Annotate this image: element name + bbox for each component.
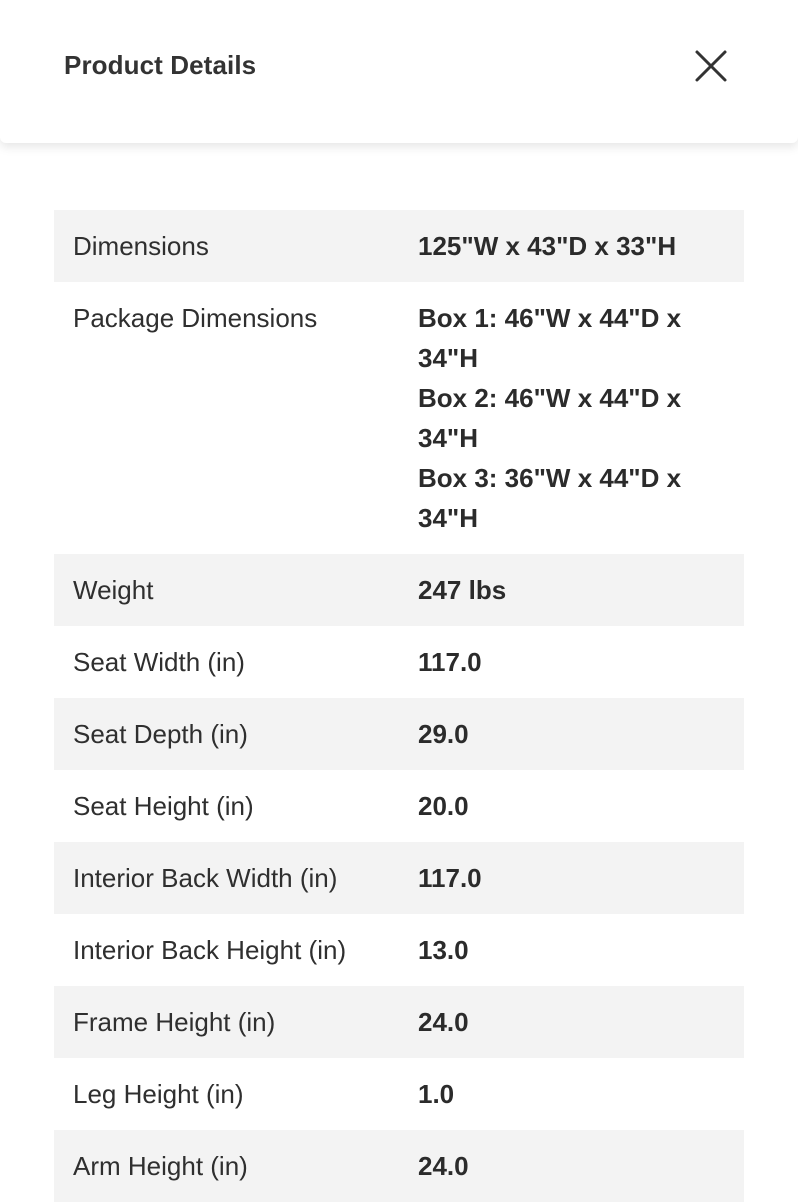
close-icon <box>690 45 732 87</box>
spec-value-line: 24.0 <box>418 1007 469 1037</box>
spec-value <box>399 570 699 610</box>
spec-value-line: Box 1: 46"W x 44"D x <box>418 303 682 333</box>
spec-value-line: 13.0 <box>418 935 469 965</box>
spec-value-line: 1.0 <box>418 1079 455 1109</box>
spec-value-line: 20.0 <box>418 791 469 821</box>
spec-value <box>399 1074 699 1114</box>
close-button[interactable] <box>690 45 732 87</box>
spec-row-package-dimensions <box>54 282 744 554</box>
spec-label: Leg Height (in) <box>73 1079 244 1109</box>
spec-label: Seat Depth (in) <box>73 719 248 749</box>
spec-value <box>399 642 699 682</box>
spec-value-line: 117.0 <box>418 863 482 893</box>
spec-value-line: 34"H <box>418 423 479 453</box>
spec-label: Weight <box>73 575 154 605</box>
spec-value-line: 24.0 <box>418 1151 469 1181</box>
spec-value <box>399 1146 699 1186</box>
spec-value <box>399 298 699 538</box>
spec-row-seat-width <box>54 626 744 698</box>
spec-row-dimensions <box>54 210 744 282</box>
spec-value <box>399 714 699 754</box>
spec-row-interior-back-width <box>54 842 744 914</box>
spec-value-line: 125"W x 43"D x 33"H <box>418 231 677 261</box>
spec-label: Seat Width (in) <box>73 647 245 677</box>
spec-row-seat-height <box>54 770 744 842</box>
spec-value-line: Box 2: 46"W x 44"D x <box>418 383 682 413</box>
spec-value-line: 117.0 <box>418 647 482 677</box>
modal-title: Product Details <box>64 50 257 80</box>
spec-value <box>399 786 699 826</box>
spec-row-weight <box>54 554 744 626</box>
modal-header <box>0 0 798 143</box>
spec-value <box>399 858 699 898</box>
spec-value-line: 247 lbs <box>418 575 507 605</box>
spec-label: Dimensions <box>73 231 209 261</box>
spec-row-seat-depth <box>54 698 744 770</box>
spec-value <box>399 226 699 266</box>
spec-label: Package Dimensions <box>73 303 318 333</box>
spec-row-arm-height <box>54 1130 744 1202</box>
spec-value-line: Box 3: 36"W x 44"D x <box>418 463 682 493</box>
spec-label: Interior Back Height (in) <box>73 935 347 965</box>
product-specs-table <box>54 210 744 1202</box>
spec-value-line: 29.0 <box>418 719 469 749</box>
spec-value-line: 34"H <box>418 503 479 533</box>
spec-row-leg-height <box>54 1058 744 1130</box>
spec-row-interior-back-height <box>54 914 744 986</box>
spec-value <box>399 1002 699 1042</box>
spec-value <box>399 930 699 970</box>
spec-label: Interior Back Width (in) <box>73 863 338 893</box>
spec-label: Frame Height (in) <box>73 1007 276 1037</box>
spec-label: Seat Height (in) <box>73 791 254 821</box>
spec-row-frame-height <box>54 986 744 1058</box>
spec-label: Arm Height (in) <box>73 1151 248 1181</box>
spec-value-line: 34"H <box>418 343 479 373</box>
